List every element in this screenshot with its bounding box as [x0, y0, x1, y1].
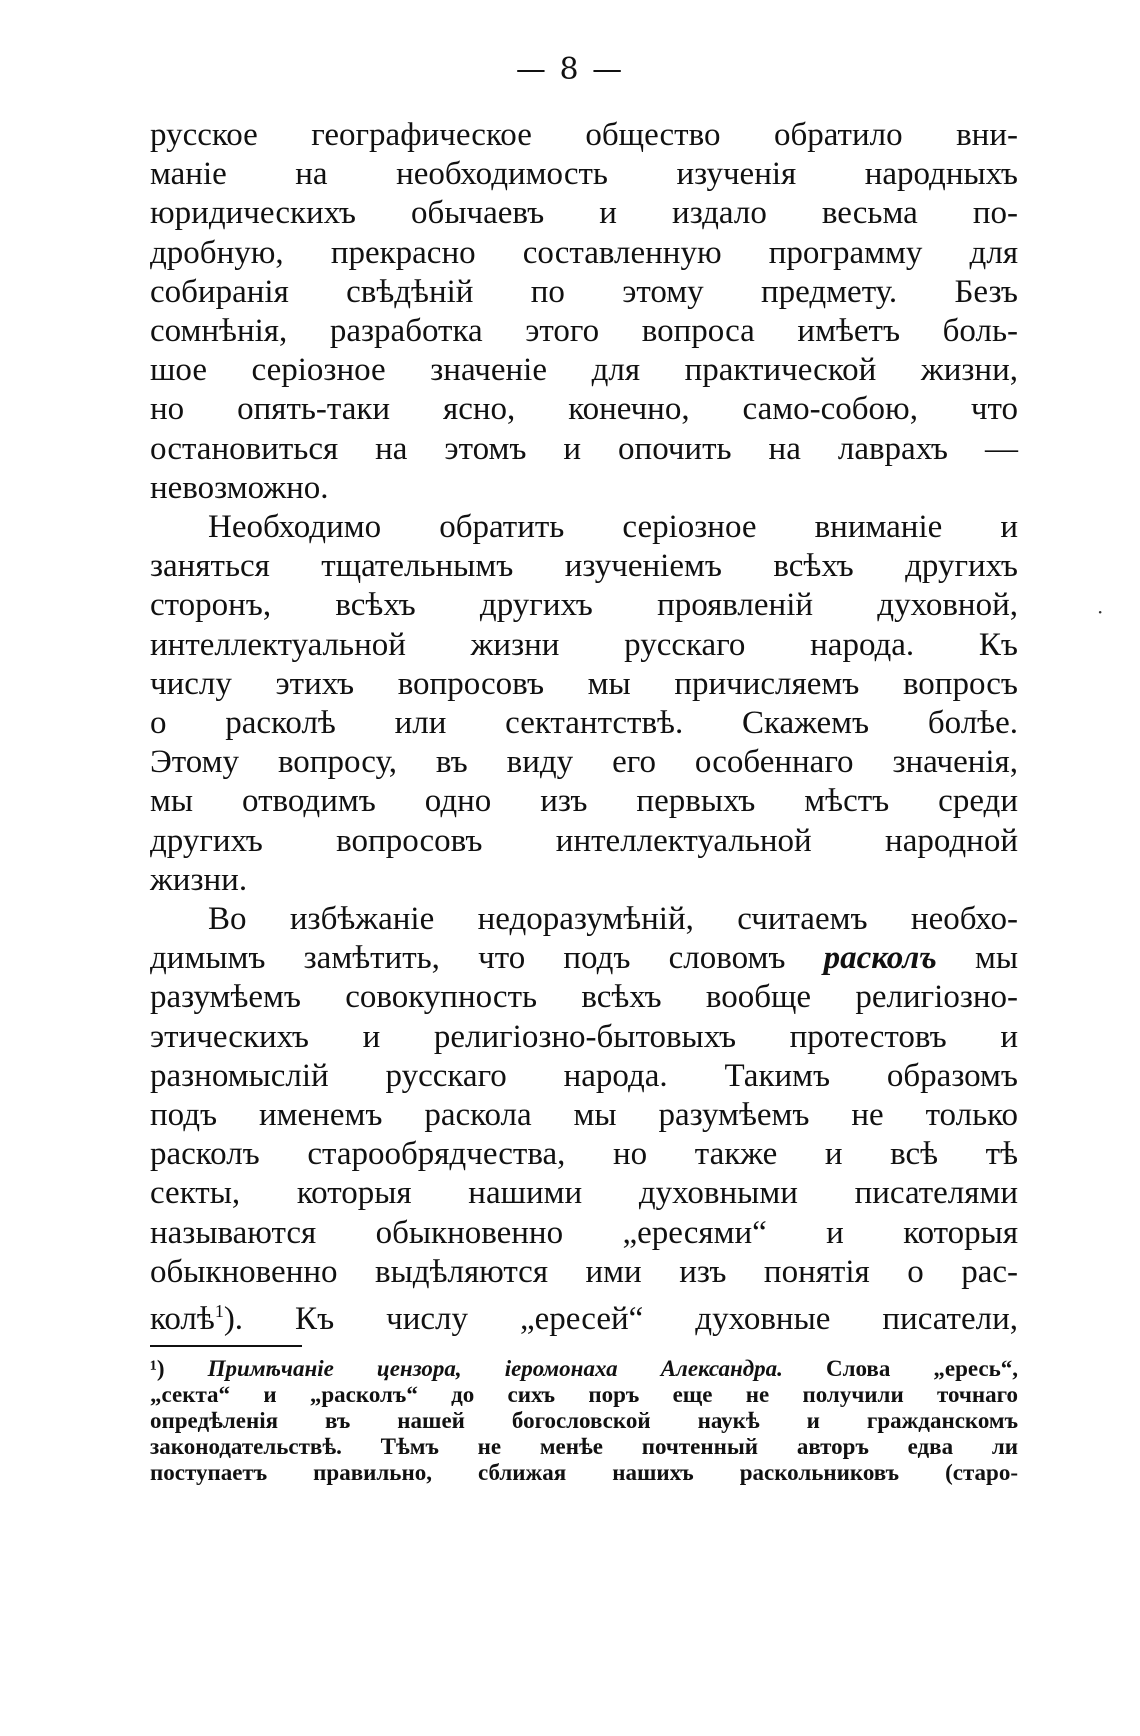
text-line: юридическихъ обычаевъ и издало весьма по- — [150, 195, 1018, 232]
footnote-line: законодательствѣ. Тѣмъ не менѣе почтенный авторъ едва ли — [150, 1434, 1018, 1459]
footnote-title: Примѣчаніе цензора, іеромонаха Александра. — [207, 1356, 783, 1381]
emphasized-term: расколъ — [823, 940, 937, 977]
text-line: маніе на необходимость изученія народныхъ — [150, 156, 1018, 193]
text-line: расколъ старообрядчества, но также и всѣ тѣ — [150, 1136, 1018, 1173]
paragraph-start-line: Необходимо обратить серіозное вниманіе и — [208, 509, 1018, 546]
page-number: — 8 — — [515, 52, 625, 87]
text-line: числу этихъ вопросовъ мы причисляемъ вопросъ — [150, 665, 1018, 702]
paragraph-end-line: жизни. — [150, 861, 248, 898]
footnote — [150, 1356, 1018, 1486]
text-line-with-emphasis — [150, 939, 1018, 978]
text-line: другихъ вопросовъ интеллектуальной народной — [150, 822, 1018, 859]
text-line: обыкновенно выдѣляются ими изъ понятія о рас- — [150, 1253, 1018, 1290]
text-fragment: димымъ замѣтить, что подъ словомъ — [150, 940, 786, 977]
footnote-line: поступаетъ правильно, сближая нашихъ раскольниковъ (старо- — [150, 1460, 1018, 1485]
footnote-mark: ¹) — [150, 1356, 165, 1381]
text-line: но опять-таки ясно, конечно, само-собою, что — [150, 391, 1018, 428]
text-line: о расколѣ или сектантствѣ. Скажемъ болѣе. — [150, 705, 1018, 742]
text-line: называются обыкновенно „ересями“ и которыя — [150, 1214, 1018, 1251]
text-line: секты, которыя нашими духовными писателями — [150, 1175, 1018, 1212]
text-line: этическихъ и религіозно-бытовыхъ протестовъ и — [150, 1018, 1018, 1055]
text-fragment: мы — [936, 940, 1018, 977]
text-line: дробную, прекрасно составленную программу для — [150, 234, 1018, 271]
text-line: сторонъ, всѣхъ другихъ проявленій духовной, — [150, 587, 1018, 624]
text-line: остановиться на этомъ и опочить на лаврахъ — — [150, 430, 1018, 467]
text-line-with-footnote-ref — [150, 1292, 1018, 1339]
footnote-line: „секта“ и „расколъ“ до сихъ поръ еще не получили точнаго — [150, 1382, 1018, 1407]
text-line: сомнѣнія, разработка этого вопроса имѣетъ боль- — [150, 313, 1018, 350]
text-line: подъ именемъ раскола мы разумѣемъ не только — [150, 1097, 1018, 1134]
body-text — [150, 116, 1018, 1339]
margin-mark: · — [1097, 600, 1104, 624]
paragraph-start-line: Во избѣжаніе недоразумѣній, считаемъ необхо- — [208, 901, 1018, 938]
text-line: русское географическое общество обратило вни- — [150, 117, 1018, 153]
paragraph-end-line: невозможно. — [150, 469, 329, 506]
text-line: разумѣемъ совокупность всѣхъ вообще религіозно- — [150, 979, 1018, 1016]
text-line: собиранія свѣдѣній по этому предмету. Безъ — [150, 273, 1018, 310]
text-line: Этому вопросу, въ виду его особеннаго значенія, — [150, 744, 1018, 781]
text-line: мы отводимъ одно изъ первыхъ мѣстъ среди — [150, 783, 1018, 820]
footnote-rule — [150, 1345, 302, 1347]
text-line: шое серіозное значеніе для практической жизни, — [150, 352, 1018, 389]
text-line: интеллектуальной жизни русскаго народа. Къ — [150, 626, 1018, 663]
text-line: заняться тщательнымъ изученіемъ всѣхъ другихъ — [150, 548, 1018, 585]
footnote-line: опредѣленія въ нашей богословской наукѣ и гражданскомъ — [150, 1408, 1018, 1433]
footnote-first-line — [150, 1356, 1018, 1382]
footnote-fragment: Слова „ересь“, — [782, 1356, 1019, 1381]
text-fragment: колѣ — [150, 1301, 215, 1338]
text-fragment: ). Къ числу „ересей“ духовные писатели, — [223, 1301, 1018, 1338]
text-line: разномыслій русскаго народа. Такимъ образомъ — [150, 1057, 1018, 1094]
footnote-reference: 1 — [214, 1301, 224, 1322]
